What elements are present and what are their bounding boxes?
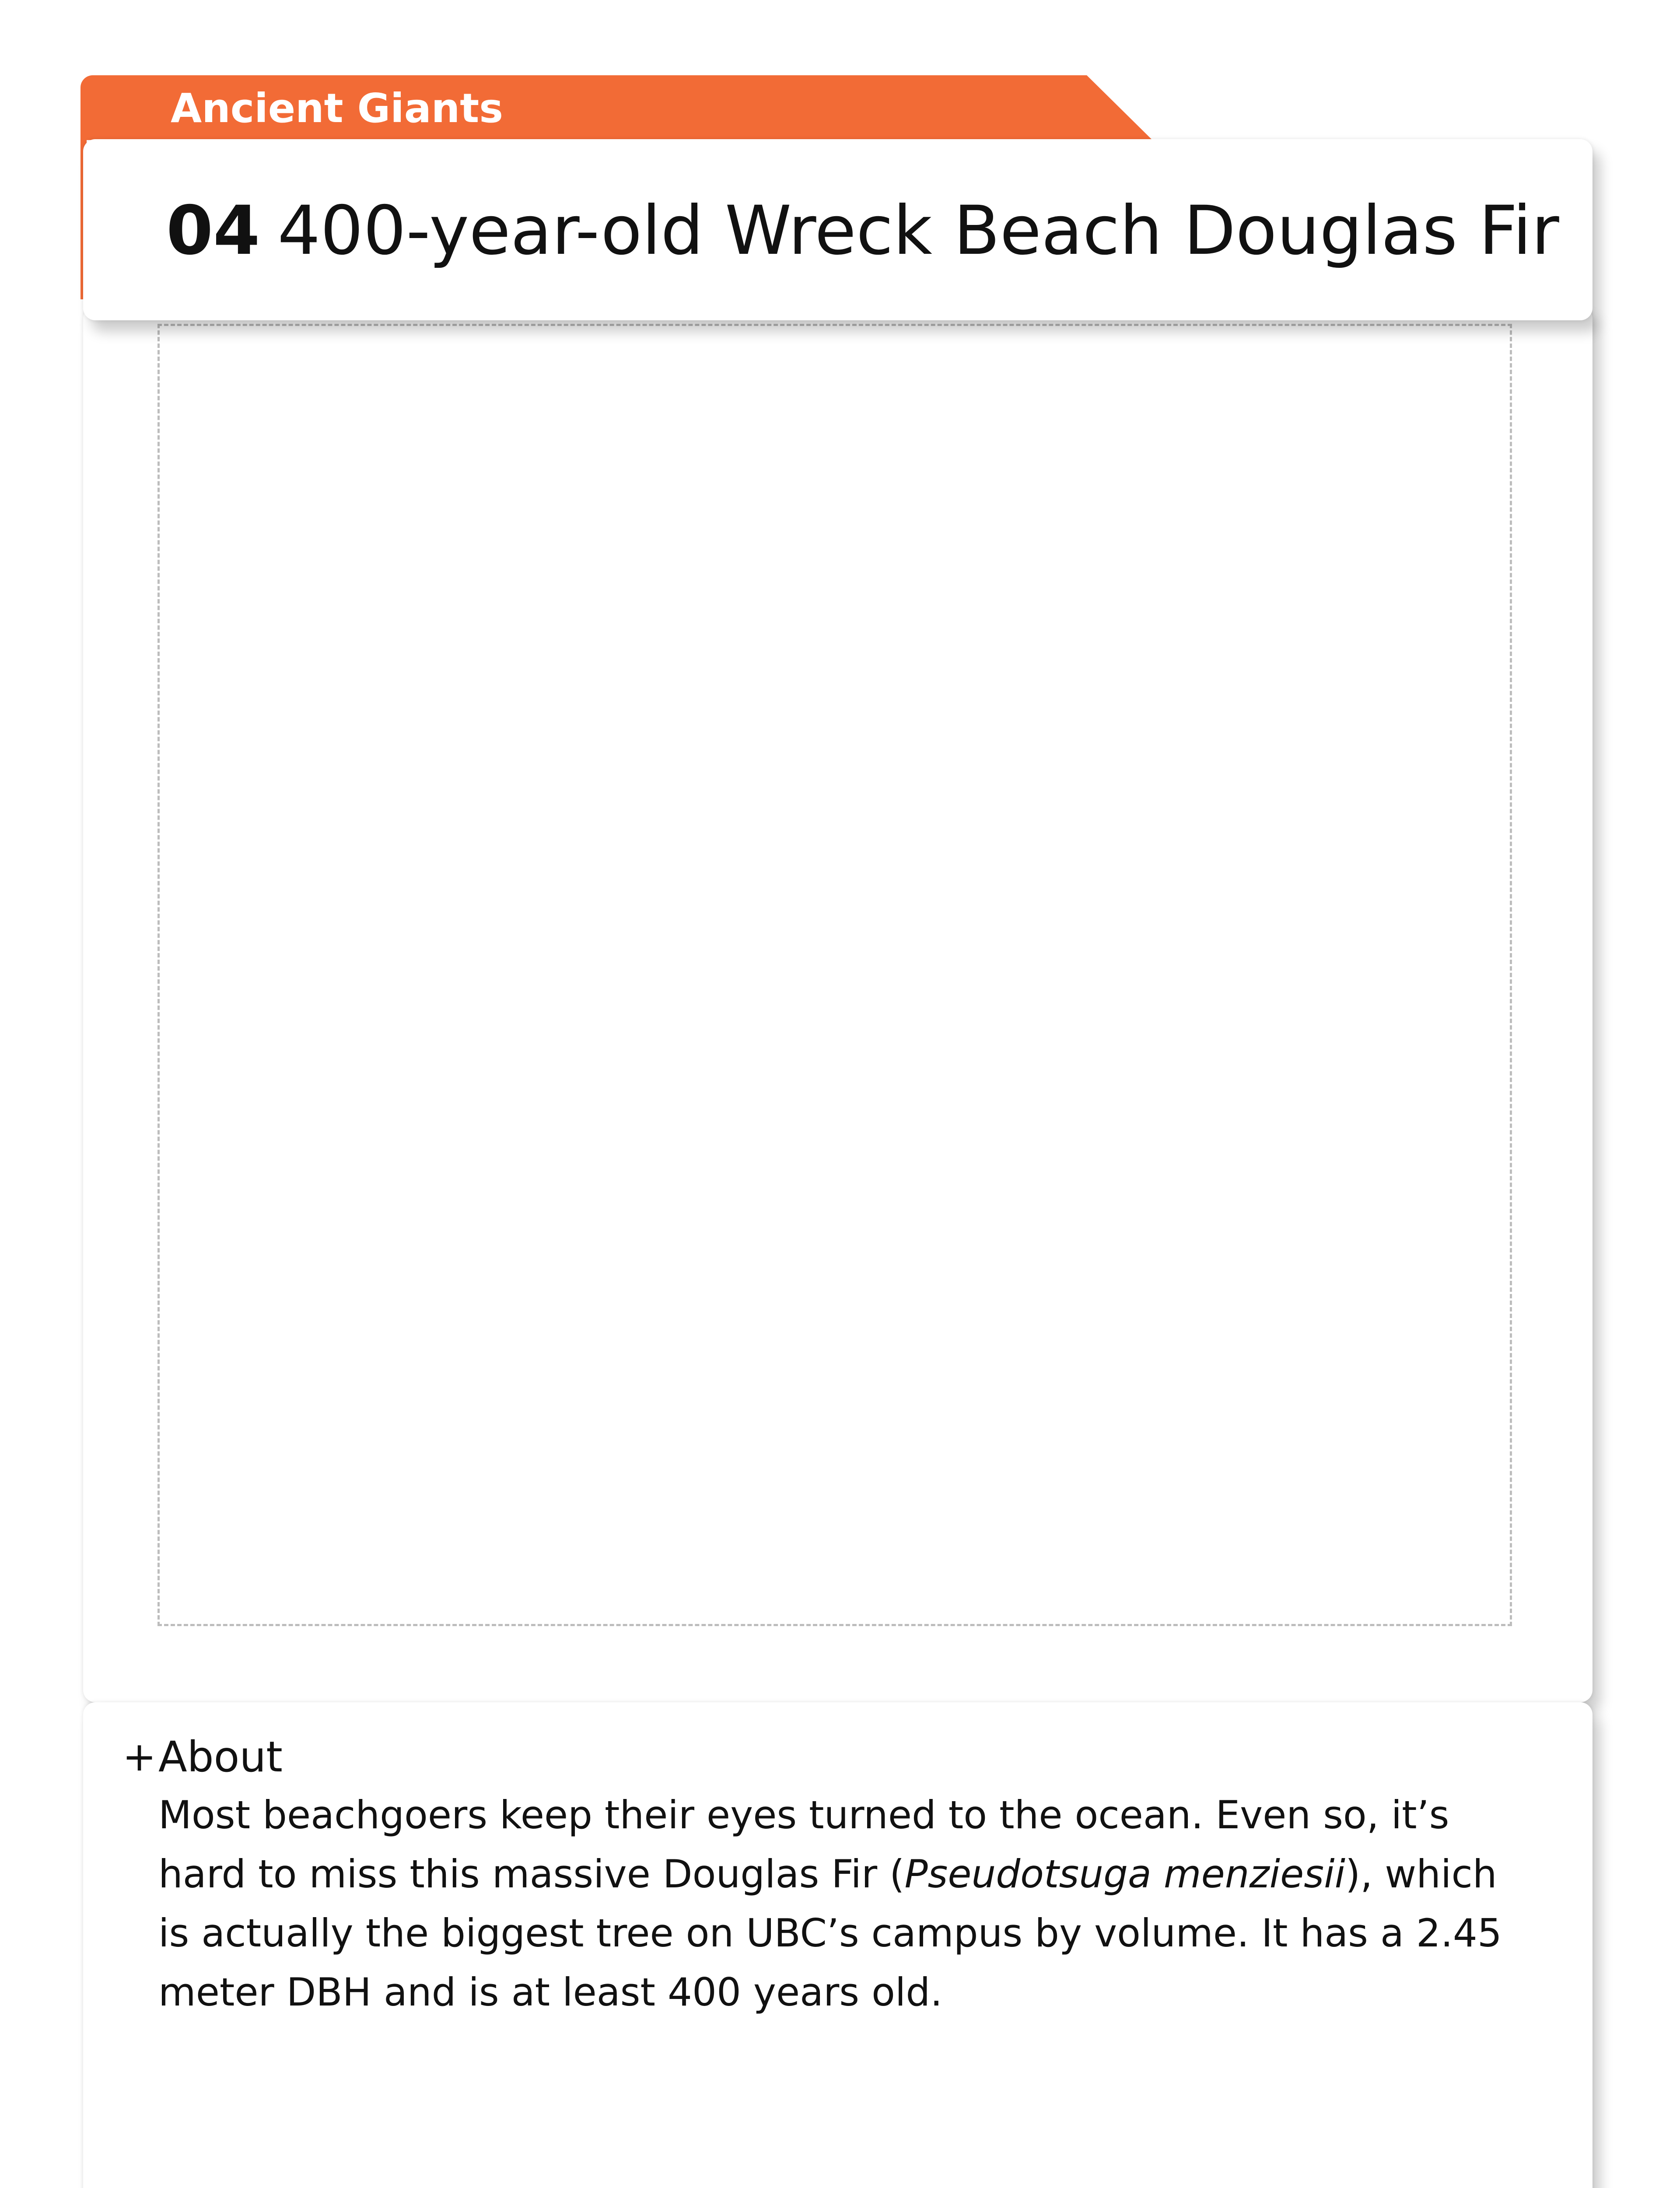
tree-image-placeholder (158, 324, 1512, 1626)
about-text-part1: Most beachgoers keep their eyes turned to the ocean. Even so, it’s hard to miss this massive Douglas Fir ( (158, 1792, 1449, 1897)
image-card (83, 306, 1592, 1702)
about-expand-icon[interactable]: + (122, 1733, 157, 1780)
about-heading[interactable]: About (158, 1732, 283, 1781)
item-number: 04 (166, 192, 260, 270)
about-section (83, 1702, 1592, 2188)
about-text-part2: ), which is actually the biggest tree on UBC’s campus by volume. It has a 2.45 meter DBH and is at least 400 years old. (158, 1851, 1502, 2015)
species-name: Pseudotsuga menziesii (904, 1851, 1346, 1897)
category-label: Ancient Giants (171, 85, 504, 132)
item-title: 400-year-old Wreck Beach Douglas Fir (277, 192, 1559, 270)
title-card (83, 139, 1592, 320)
page-title (166, 187, 1559, 275)
about-text (158, 1785, 1536, 2022)
